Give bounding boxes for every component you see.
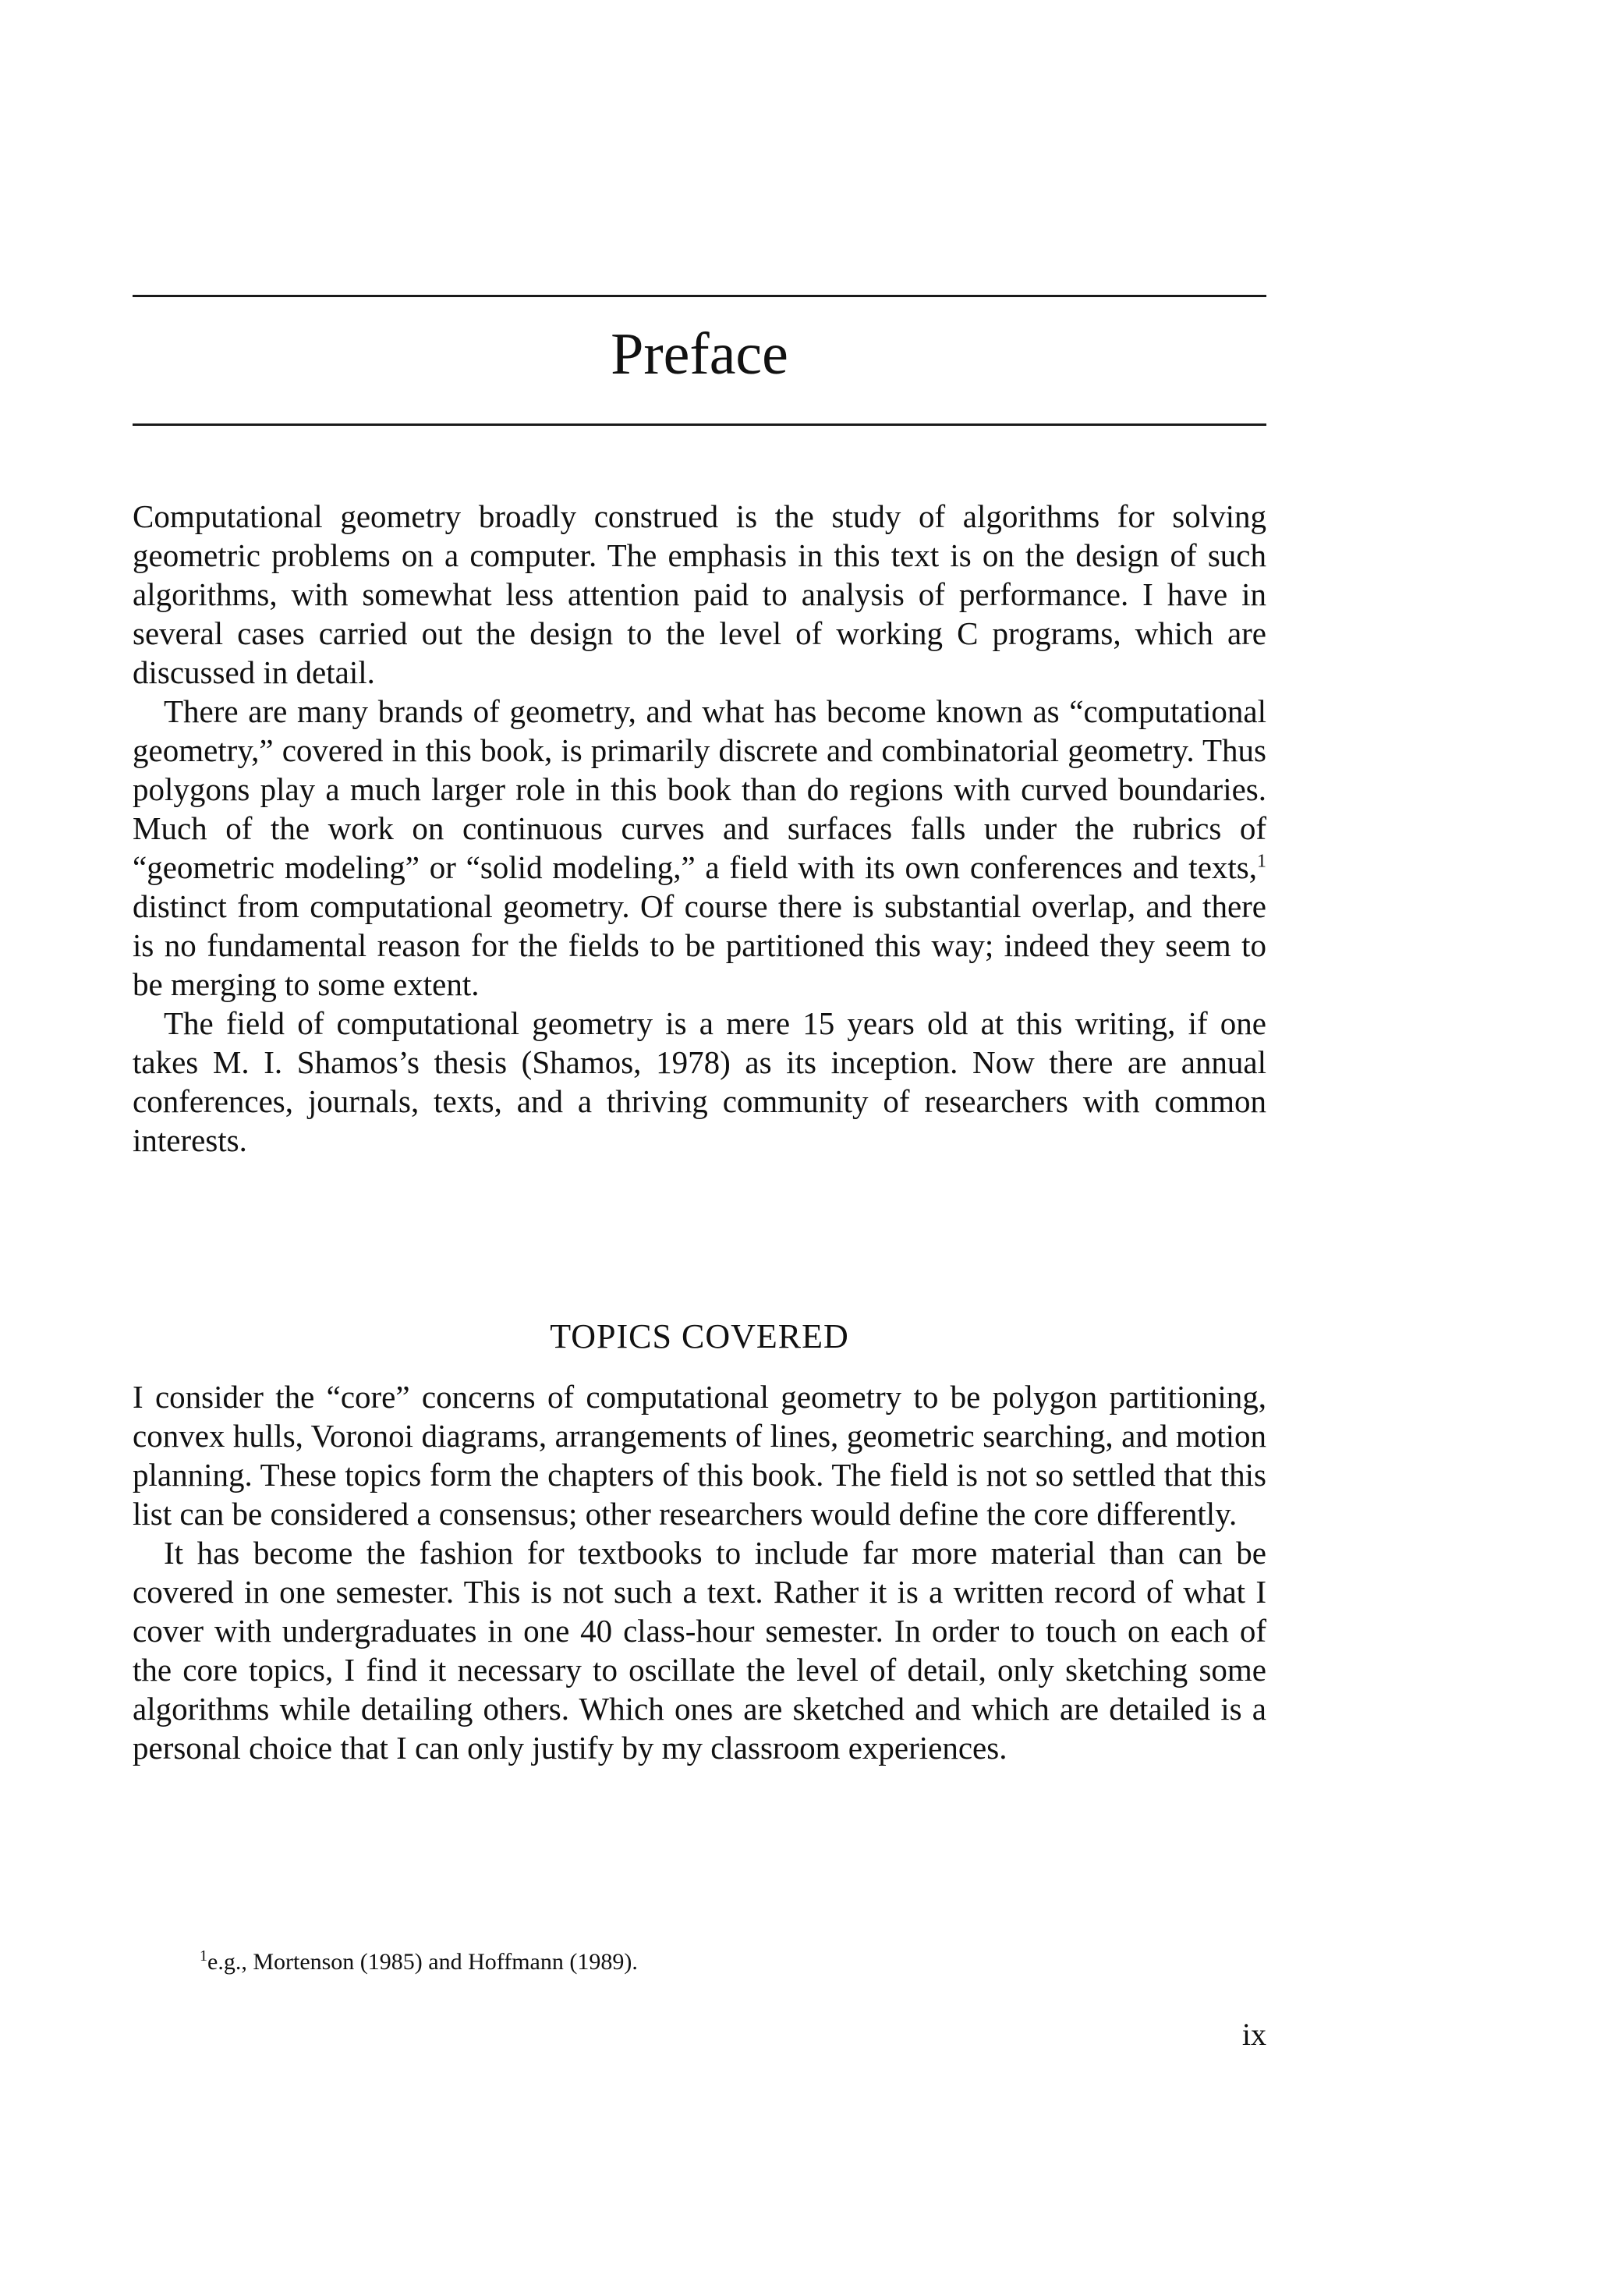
intro-paragraph-2-text-b: distinct from computational geometry. Of course there is substantial overlap, and there is no fundamental reason for the fields to be partitioned this way; indeed they seem to be merging to some extent. (133, 888, 1266, 1002)
title-rule-top (133, 295, 1266, 297)
intro-paragraph-1: Computational geometry broadly construed is the study of algorithms for solving geometric problems on a computer. The emphasis in this text is on the design of such algorithms, with somewhat less attention paid to analysis of performance. I have in several cases carried out the design to the level of working C programs, which are discussed in detail. (133, 498, 1266, 690)
footnote-text: e.g., Mortenson (1985) and Hoffmann (1989). (207, 1949, 638, 1975)
chapter-title: Preface (611, 321, 788, 387)
topics-paragraph-1: I consider the “core” concerns of computational geometry to be polygon partitioning, convex hulls, Voronoi diagrams, arrangements of lines, geometric searching, and motion planning. These topics form the chapters of this book. The field is not so settled that this list can be considered a consensus; other researchers would define the core differently. (133, 1379, 1266, 1532)
intro-section (133, 497, 1266, 1160)
topics-section (133, 1377, 1266, 1767)
footnote-reference: 1 (1257, 851, 1266, 872)
footnote (200, 1947, 1260, 1978)
topics-paragraph-2: It has become the fashion for textbooks to include far more material than can be covered in one semester. This is not such a text. Rather it is a written record of what I cover with undergraduates in one 40 class-hour semester. In order to touch on each of the core topics, I find it necessary to oscillate the level of detail, only sketching some algorithms while detailing others. Which ones are sketched and which are detailed is a personal choice that I can only justify by my classroom experiences. (133, 1535, 1266, 1766)
section-heading-topics: TOPICS COVERED (550, 1317, 849, 1355)
title-rule-bottom (133, 423, 1266, 426)
page-number: ix (1241, 2017, 1266, 2052)
footnote-marker: 1 (200, 1947, 207, 1965)
intro-paragraph-2 (133, 692, 1266, 1004)
intro-paragraph-3: The field of computational geometry is a mere 15 years old at this writing, if one takes M. I. Shamos’s thesis (Shamos, 1978) as its inception. Now there are annual conferences, journals, texts, and a thriving community of researchers with common interests. (133, 1005, 1266, 1158)
intro-paragraph-2-text-a: There are many brands of geometry, and what has become known as “computational geometry,” covered in this book, is primarily discrete and combinatorial geometry. Thus polygons play a much larger role in this book than do regions with curved boundaries. Much of the work on continuous curves and surfaces falls under the rubrics of “geometric modeling” or “solid modeling,” a field with its own conferences and texts, (133, 693, 1266, 885)
